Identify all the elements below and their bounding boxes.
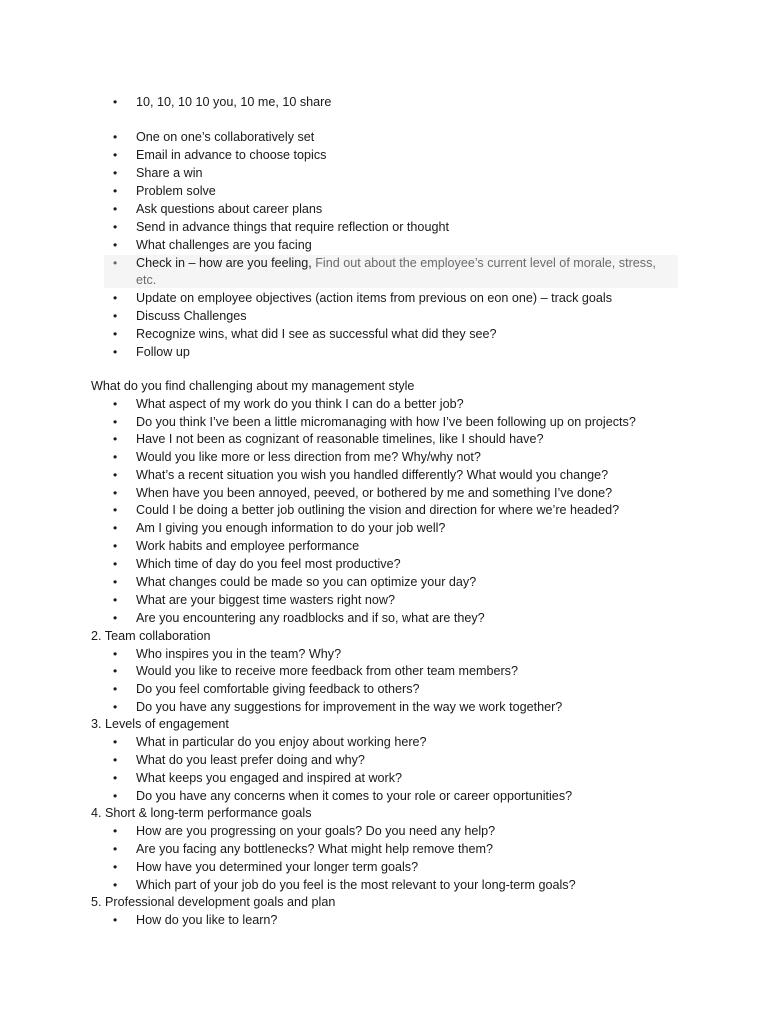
- list-item-text: Who inspires you in the team? Why?: [136, 647, 342, 661]
- list-item: [0, 787, 768, 805]
- list-item-text: Could I be doing a better job outlining the vision and direction for where we’re headed?: [136, 503, 620, 517]
- list-item-text: Email in advance to choose topics: [136, 148, 327, 162]
- list-item-text: What do you least prefer doing and why?: [136, 753, 365, 767]
- list-item: [0, 128, 768, 146]
- list-item-text: Which part of your job do you feel is the most relevant to your long-term goals?: [136, 878, 576, 892]
- list-item: [0, 413, 768, 431]
- checkin-text: [136, 254, 656, 272]
- bullet-icon: •: [113, 753, 118, 767]
- bullet-icon: •: [113, 575, 118, 589]
- list-item: [0, 662, 768, 680]
- list-item: [0, 858, 768, 876]
- bullet-icon: •: [113, 593, 118, 607]
- list-item-text: Follow up: [136, 345, 190, 359]
- list-item-text: Which time of day do you feel most productive?: [136, 557, 401, 571]
- list-item-text: How have you determined your longer term goals?: [136, 860, 419, 874]
- section-heading-text: 4. Short & long-term performance goals: [91, 806, 312, 820]
- list-item: [0, 325, 768, 343]
- list-item: [0, 484, 768, 502]
- list-item: [0, 573, 768, 591]
- list-item: [0, 680, 768, 698]
- list-item: [0, 501, 768, 519]
- list-item-text: Recognize wins, what did I see as successful what did they see?: [136, 327, 497, 341]
- list-item: [0, 555, 768, 573]
- list-item: [0, 769, 768, 787]
- bullet-icon: •: [113, 771, 118, 785]
- bullet-icon: •: [113, 789, 118, 803]
- bullet-icon: •: [113, 432, 118, 446]
- section-heading-text: 2. Team collaboration: [91, 629, 211, 643]
- list-item: [0, 395, 768, 413]
- bullet-icon: •: [113, 878, 118, 892]
- bullet-icon: •: [113, 735, 118, 749]
- checkin-continuation: etc.: [136, 273, 157, 287]
- bullet-icon: •: [113, 256, 118, 270]
- section-heading: [0, 627, 768, 645]
- list-item-text: Ask questions about career plans: [136, 202, 323, 216]
- bullet-icon: •: [113, 345, 118, 359]
- section-heading-text: 3. Levels of engagement: [91, 717, 229, 731]
- list-item: [0, 343, 768, 361]
- list-item: [0, 307, 768, 325]
- bullet-icon: •: [113, 664, 118, 678]
- list-item-text: Do you think I’ve been a little micromanaging with how I’ve been following up on projects?: [136, 415, 636, 429]
- list-item-text: Share a win: [136, 166, 203, 180]
- bullet-icon: •: [113, 397, 118, 411]
- bullet-icon: •: [113, 220, 118, 234]
- list-item-text: Work habits and employee performance: [136, 539, 360, 553]
- section-heading-text: What do you find challenging about my management style: [91, 379, 415, 393]
- list-item-text: Would you like to receive more feedback from other team members?: [136, 664, 518, 678]
- list-item: [0, 698, 768, 716]
- bullet-icon: •: [113, 647, 118, 661]
- bullet-icon: •: [113, 415, 118, 429]
- list-item: [0, 537, 768, 555]
- list-item-text: When have you been annoyed, peeved, or bothered by me and something I’ve done?: [136, 486, 613, 500]
- list-item: [0, 164, 768, 182]
- list-item-text: Are you facing any bottlenecks? What might help remove them?: [136, 842, 494, 856]
- list-item-text: What are your biggest time wasters right now?: [136, 593, 395, 607]
- bullet-icon: •: [113, 557, 118, 571]
- list-item-text: What challenges are you facing: [136, 238, 312, 252]
- list-item-text: Do you feel comfortable giving feedback to others?: [136, 682, 420, 696]
- section-heading: [0, 804, 768, 822]
- list-item-text: Do you have any concerns when it comes to your role or career opportunities?: [136, 789, 573, 803]
- bullet-icon: •: [113, 503, 118, 517]
- list-item-text: Am I giving you enough information to do your job well?: [136, 521, 446, 535]
- list-item-text: Discuss Challenges: [136, 309, 247, 323]
- bullet-icon: •: [113, 521, 118, 535]
- list-item-text: What changes could be made so you can optimize your day?: [136, 575, 477, 589]
- list-item-text: Problem solve: [136, 184, 216, 198]
- list-item: [0, 218, 768, 236]
- list-item: [0, 93, 768, 111]
- list-item: [0, 733, 768, 751]
- bullet-icon: •: [113, 95, 118, 109]
- list-item: [0, 591, 768, 609]
- list-item: [0, 200, 768, 218]
- bullet-icon: •: [113, 842, 118, 856]
- list-item: [0, 430, 768, 448]
- section-heading: [0, 377, 768, 395]
- list-item: [0, 840, 768, 858]
- list-item-text: One on one’s collaboratively set: [136, 130, 315, 144]
- bullet-icon: •: [113, 486, 118, 500]
- list-item-text: Send in advance things that require reflection or thought: [136, 220, 449, 234]
- bullet-icon: •: [113, 700, 118, 714]
- list-item: [0, 822, 768, 840]
- checkin-gray-text: Find out about the employee’s current level of morale, stress,: [315, 256, 656, 270]
- bullet-icon: •: [113, 130, 118, 144]
- list-item: [0, 448, 768, 466]
- bullet-icon: •: [113, 238, 118, 252]
- list-item: [0, 876, 768, 894]
- list-item: [0, 466, 768, 484]
- list-item-text: What’s a recent situation you wish you handled differently? What would you change?: [136, 468, 609, 482]
- list-item-text: What keeps you engaged and inspired at work?: [136, 771, 403, 785]
- section-heading-text: 5. Professional development goals and plan: [91, 895, 336, 909]
- bullet-icon: •: [113, 468, 118, 482]
- section-heading: [0, 893, 768, 911]
- checkin-lead: Check in – how are you feeling,: [136, 256, 316, 270]
- list-item: [0, 146, 768, 164]
- section-heading: [0, 715, 768, 733]
- bullet-icon: •: [113, 450, 118, 464]
- bullet-icon: •: [113, 202, 118, 216]
- bullet-icon: •: [113, 860, 118, 874]
- list-item-text: Do you have any suggestions for improvement in the way we work together?: [136, 700, 563, 714]
- bullet-icon: •: [113, 184, 118, 198]
- list-item: [0, 289, 768, 307]
- list-item: [0, 751, 768, 769]
- list-item-checkin: [0, 254, 768, 272]
- list-item: [0, 609, 768, 627]
- list-item: [0, 519, 768, 537]
- bullet-icon: •: [113, 166, 118, 180]
- list-item: [0, 236, 768, 254]
- list-item-text: How are you progressing on your goals? Do you need any help?: [136, 824, 496, 838]
- list-item-text: 10, 10, 10 10 you, 10 me, 10 share: [136, 95, 332, 109]
- list-item-text: Are you encountering any roadblocks and if so, what are they?: [136, 611, 485, 625]
- list-item: [0, 911, 768, 929]
- bullet-icon: •: [113, 327, 118, 341]
- bullet-icon: •: [113, 611, 118, 625]
- list-item-text: What aspect of my work do you think I can do a better job?: [136, 397, 464, 411]
- bullet-icon: •: [113, 682, 118, 696]
- bullet-icon: •: [113, 148, 118, 162]
- list-item: [0, 645, 768, 663]
- bullet-icon: •: [113, 913, 118, 927]
- list-item: [0, 182, 768, 200]
- list-item-text: How do you like to learn?: [136, 913, 278, 927]
- list-item-text: Would you like more or less direction from me? Why/why not?: [136, 450, 481, 464]
- bullet-icon: •: [113, 824, 118, 838]
- checkin-continuation-line: [0, 271, 768, 289]
- bullet-icon: •: [113, 291, 118, 305]
- list-item-text: What in particular do you enjoy about working here?: [136, 735, 427, 749]
- list-item-text: Have I not been as cognizant of reasonable timelines, like I should have?: [136, 432, 544, 446]
- list-item-text: Update on employee objectives (action items from previous on eon one) – track goals: [136, 291, 613, 305]
- bullet-icon: •: [113, 539, 118, 553]
- bullet-icon: •: [113, 309, 118, 323]
